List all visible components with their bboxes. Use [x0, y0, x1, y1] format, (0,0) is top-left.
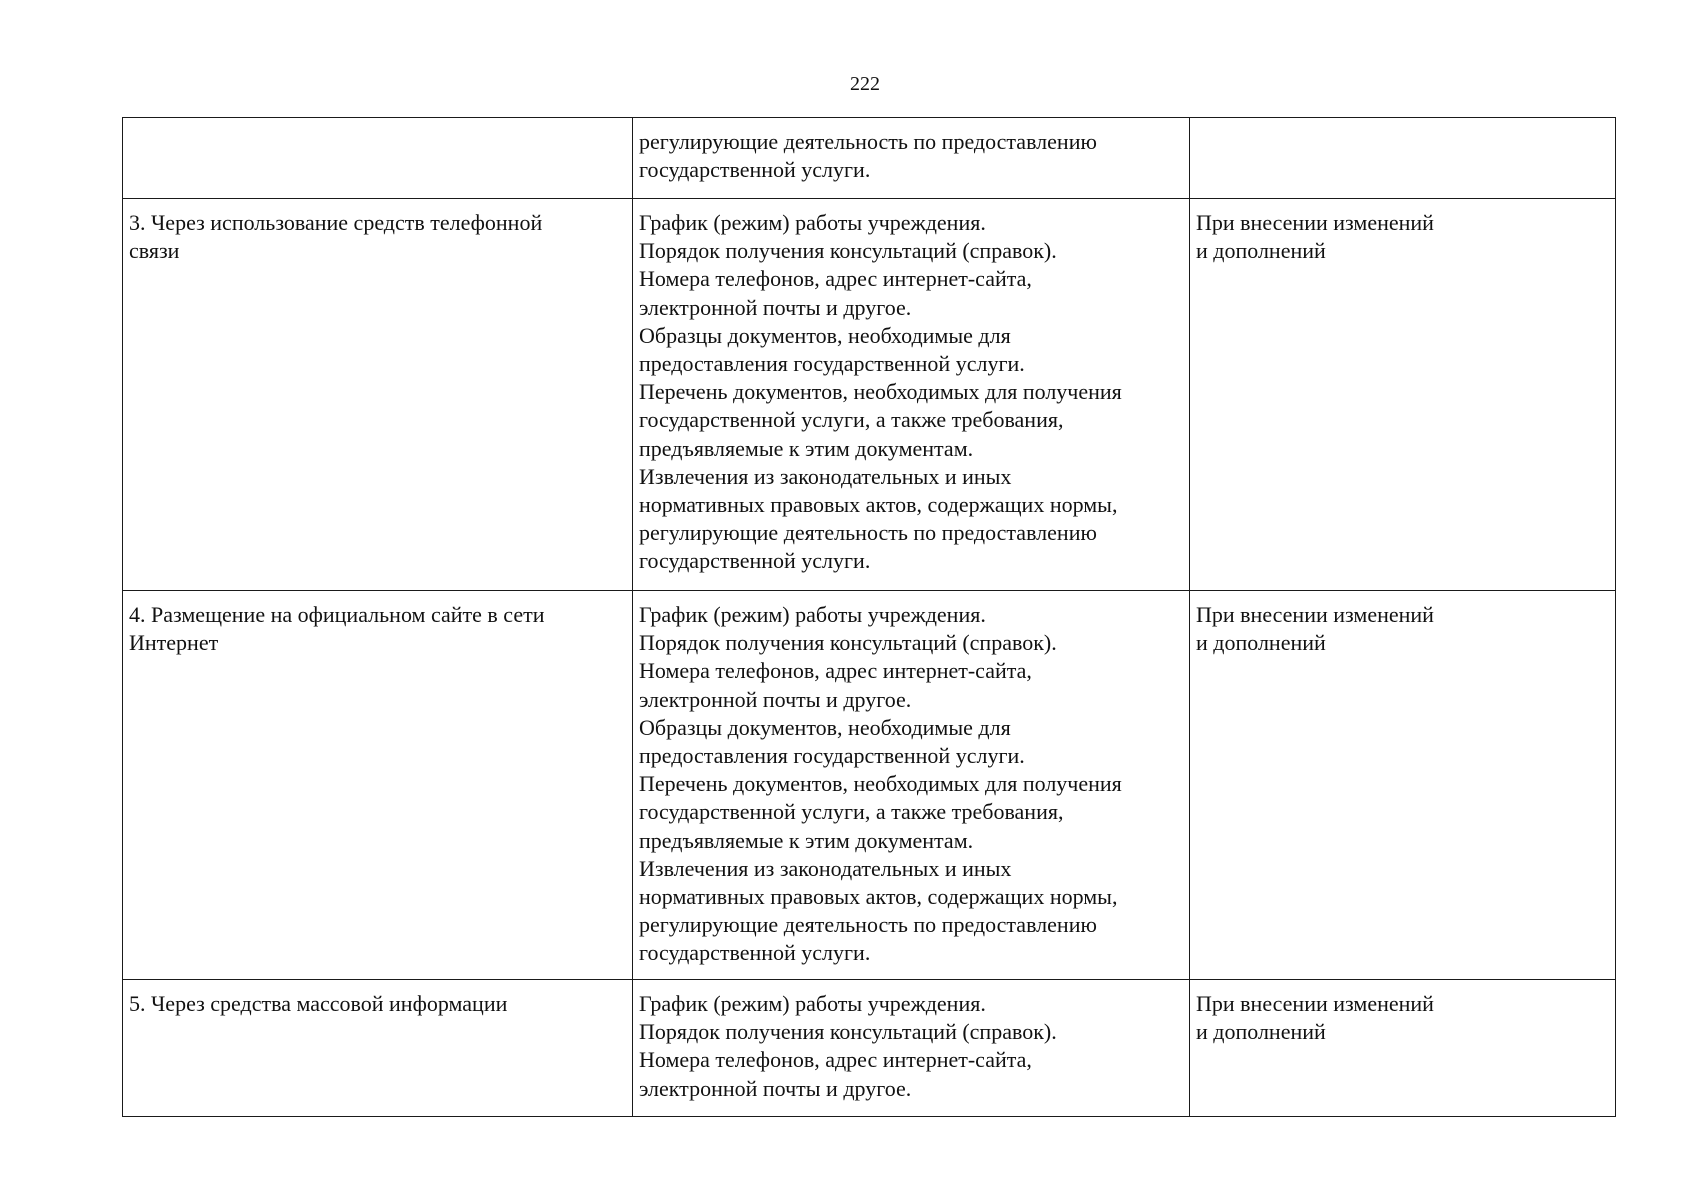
text-line: нормативных правовых актов, содержащих нормы, [639, 492, 1118, 518]
text-line: Интернет [129, 630, 219, 656]
text-line: регулирующие деятельность по предоставлению [639, 912, 1097, 938]
content-cell [633, 591, 1190, 980]
content-cell [633, 199, 1190, 591]
method-cell [123, 591, 633, 980]
text-line: Перечень документов, необходимых для получения [639, 771, 1122, 797]
text-line: 4. Размещение на официальном сайте в сети [129, 602, 545, 627]
text-line: регулирующие деятельность по предоставлению [639, 129, 1097, 154]
text-line: электронной почты и другое. [639, 1075, 912, 1101]
text-line: нормативных правовых актов, содержащих нормы, [639, 884, 1118, 910]
text-line: График (режим) работы учреждения. [639, 210, 986, 235]
method-cell [123, 199, 633, 591]
table-row [123, 199, 1616, 591]
update-cell [1190, 591, 1616, 980]
text-line: График (режим) работы учреждения. [639, 991, 986, 1016]
text-line: предъявляемые к этим документам. [639, 827, 974, 853]
text-line: государственной услуги. [639, 157, 871, 183]
text-line: При внесении изменений [1196, 991, 1434, 1016]
text-line: Номера телефонов, адрес интернет-сайта, [639, 266, 1032, 292]
table-row [123, 118, 1616, 199]
text-line: При внесении изменений [1196, 602, 1434, 627]
text-line: Номера телефонов, адрес интернет-сайта, [639, 1047, 1032, 1073]
text-line: Порядок получения консультаций (справок). [639, 630, 1057, 656]
page-number: 222 [850, 73, 880, 95]
text-line: График (режим) работы учреждения. [639, 602, 986, 627]
text-line: При внесении изменений [1196, 210, 1434, 235]
text-line: Извлечения из законодательных и иных [639, 855, 1012, 881]
text-line: Образцы документов, необходимые для [639, 322, 1011, 348]
text-line: Порядок получения консультаций (справок). [639, 238, 1057, 264]
text-line: Извлечения из законодательных и иных [639, 463, 1012, 489]
text-line: государственной услуги. [639, 940, 871, 966]
table-row [123, 980, 1616, 1117]
text-line: государственной услуги. [639, 548, 871, 574]
text-line: Образцы документов, необходимые для [639, 714, 1011, 740]
text-line: электронной почты и другое. [639, 686, 912, 712]
update-cell [1190, 980, 1616, 1117]
text-line: предоставления государственной услуги. [639, 743, 1025, 769]
text-line: Перечень документов, необходимых для получения [639, 379, 1122, 405]
text-line: государственной услуги, а также требования, [639, 407, 1064, 433]
update-cell [1190, 199, 1616, 591]
text-line: электронной почты и другое. [639, 294, 912, 320]
text-line: и дополнений [1196, 238, 1326, 264]
info-table [122, 117, 1616, 1117]
text-line: предъявляемые к этим документам. [639, 435, 974, 461]
text-line: 3. Через использование средств телефонной [129, 210, 543, 235]
update-cell [1190, 118, 1616, 199]
method-cell [123, 118, 633, 199]
content-cell [633, 118, 1190, 199]
text-line: связи [129, 238, 180, 264]
text-line: регулирующие деятельность по предоставлению [639, 520, 1097, 546]
table-row [123, 591, 1616, 980]
text-line: и дополнений [1196, 630, 1326, 656]
text-line: государственной услуги, а также требования, [639, 799, 1064, 825]
content-cell [633, 980, 1190, 1117]
method-cell [123, 980, 633, 1117]
text-line: 5. Через средства массовой информации [129, 991, 508, 1016]
text-line: предоставления государственной услуги. [639, 351, 1025, 377]
text-line: Порядок получения консультаций (справок). [639, 1019, 1057, 1045]
text-line: и дополнений [1196, 1019, 1326, 1045]
text-line: Номера телефонов, адрес интернет-сайта, [639, 658, 1032, 684]
